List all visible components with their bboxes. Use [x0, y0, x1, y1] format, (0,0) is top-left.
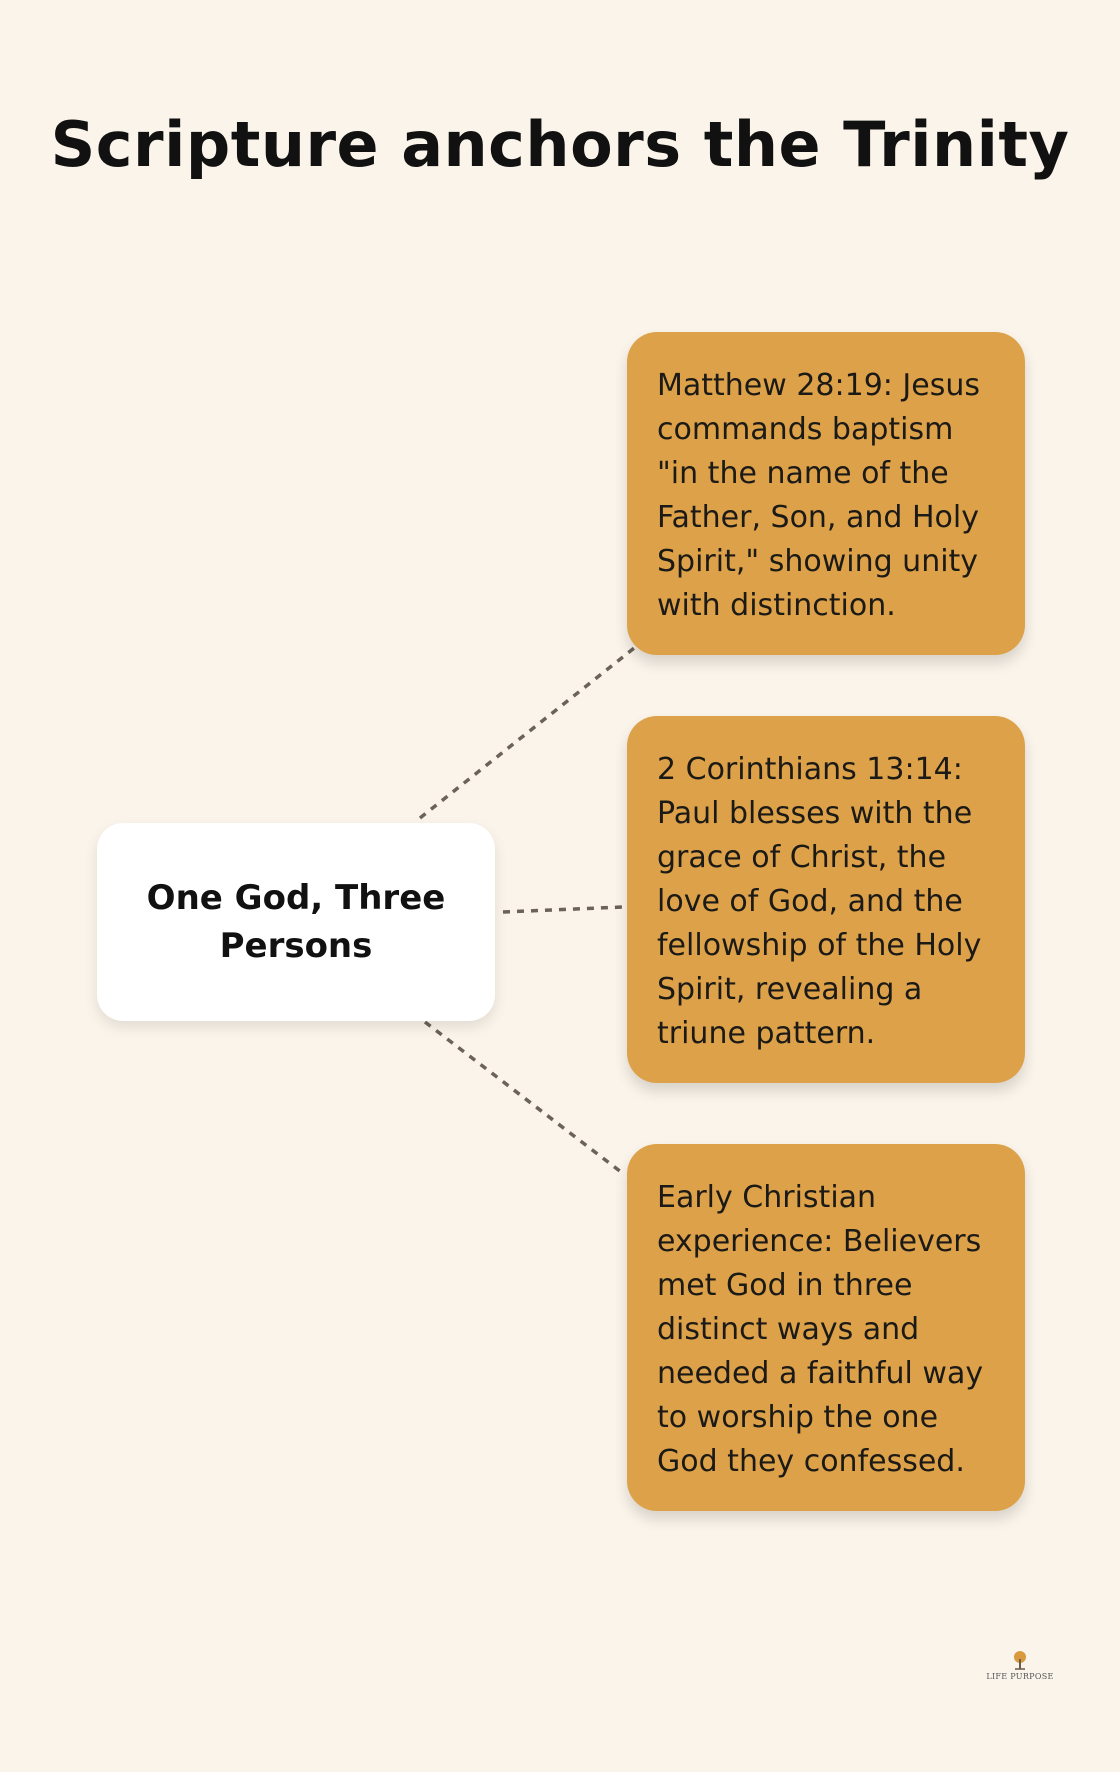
card-text: Early Christian experience: Believers met God in three distinct ways and needed a faithful way to worship the one God they confessed. [657, 1180, 984, 1479]
center-node-label: One God, Three Persons [146, 878, 446, 966]
logo [985, 1650, 1055, 1681]
logo-text: LIFE PURPOSE [986, 1672, 1054, 1681]
connector-line-3 [425, 1022, 625, 1175]
scripture-card-early-christian [627, 1144, 1025, 1511]
connector-line-2 [503, 907, 623, 912]
card-text: Matthew 28:19: Jesus commands baptism "in the name of the Father, Son, and Holy Spirit," showing unity with distinction. [657, 368, 981, 623]
scripture-card-matthew [627, 332, 1025, 655]
connector-line-1 [420, 645, 638, 818]
scripture-card-corinthians [627, 716, 1025, 1083]
center-node [97, 823, 495, 1021]
tree-icon [1011, 1650, 1029, 1670]
card-text: 2 Corinthians 13:14: Paul blesses with the grace of Christ, the love of God, and the fellowship of the Holy Spirit, revealing a triune pattern. [657, 752, 982, 1051]
page-title: Scripture anchors the Trinity [50, 108, 1070, 181]
